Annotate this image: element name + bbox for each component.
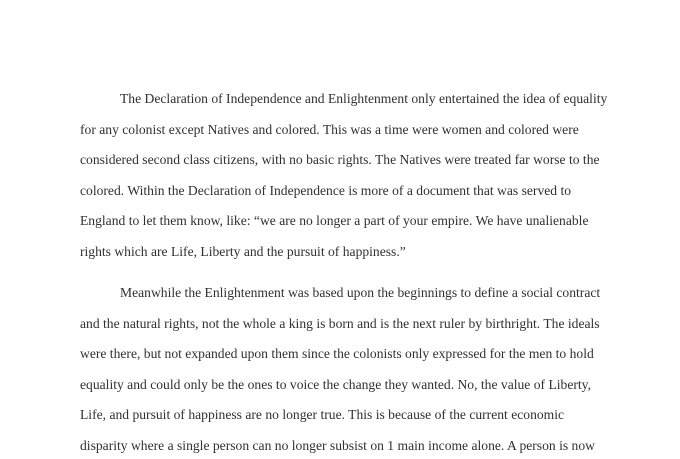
paragraph-line: colored. Within the Declaration of Independence is more of a document that was served to — [80, 182, 572, 198]
paragraph-line: Meanwhile the Enlightenment was based upon the beginnings to define a social contract — [120, 285, 601, 300]
paragraph-line: were there, but not expanded upon them since the colonists only expressed for the men to hold — [80, 346, 594, 362]
paragraph-line: equality and could only be the ones to voice the change they wanted. No, the value of Liberty, — [80, 376, 591, 392]
paragraph-1 — [80, 84, 610, 268]
paragraph-line: and the natural rights, not the whole a king is born and is the next ruler by birthright. The ideals — [80, 315, 600, 331]
paragraph-line: The Declaration of Independence and Enlightenment only entertained the idea of equality — [120, 91, 608, 106]
paragraph-line: for any colonist except Natives and colored. This was a time were women and colored were — [80, 121, 579, 137]
paragraph-2 — [80, 278, 610, 459]
paragraph-line: rights which are Life, Liberty and the pursuit of happiness.” — [80, 243, 406, 259]
paragraph-line: Life, and pursuit of happiness are no longer true. This is because of the current economic — [80, 407, 565, 423]
paragraph-line: disparity where a single person can no longer subsist on 1 main income alone. A person is now — [80, 437, 595, 453]
paragraph-line: considered second class citizens, with no basic rights. The Natives were treated far worse to the — [80, 152, 600, 168]
paragraph-line: England to let them know, like: “we are no longer a part of your empire. We have unalienable — [80, 213, 589, 229]
